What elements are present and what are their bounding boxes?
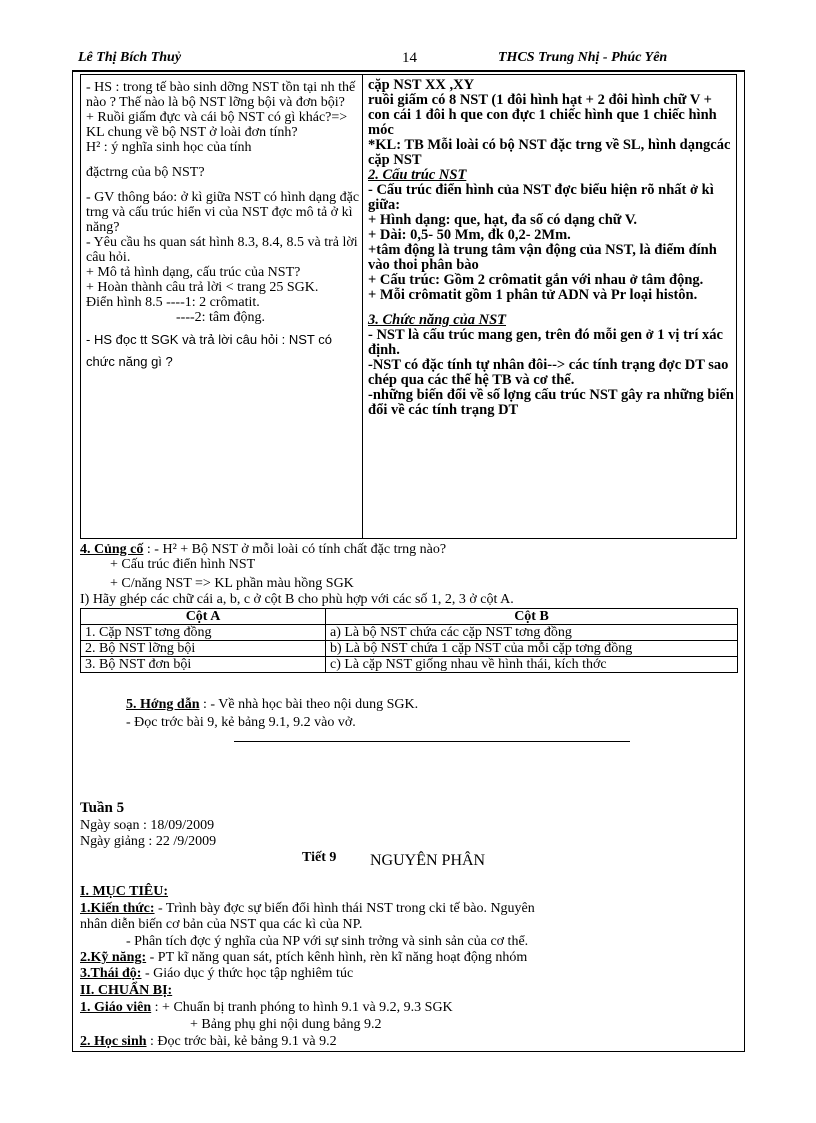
consolidation-text: + C/năng NST => KL phần màu hồng SGK (110, 576, 354, 591)
content-text: ruồi giấm có 8 NST (1 đôi hình hạt + 2 đôi hình chữ V + con cái 1 đôi h que con đực 1 chiếc hình que 1 chiếc hình móc (368, 92, 717, 138)
content-text: + Hình dạng: que, hạt, đa số có dạng chữ V. (368, 212, 638, 228)
content-text: cặp NST XX ,XY (368, 77, 475, 93)
activity-text: ----2: tâm động. (176, 310, 266, 325)
column-header: Cột A (81, 609, 326, 625)
activity-text: + Mô tả hình dạng, cấu trúc của NST? (86, 265, 301, 280)
table-cell: 3. Bộ NST đơn bội (81, 657, 326, 673)
student-prep-line (80, 1034, 337, 1049)
knowledge-text: - Phân tích đợc ý nghĩa của NP với sự sinh trởng và sinh sản của cơ thể. (126, 934, 529, 949)
section-heading: 3. Chức năng của NST (368, 312, 507, 328)
table-cell: 2. Bộ NST lỡng bội (81, 641, 326, 657)
content-text: + Cấu trúc: Gồm 2 crômatit gắn với nhau ở tâm động. (368, 272, 704, 288)
consolidation-text: + Cấu trúc điển hình NST (110, 557, 256, 572)
knowledge-line (80, 901, 535, 916)
consolidation-line (80, 542, 446, 557)
knowledge-label: 1.Kiến thức: (80, 901, 155, 916)
skill-text: - PT kĩ năng quan sát, ptích kênh hình, rèn kĩ năng hoạt động nhóm (146, 950, 528, 965)
matching-table (80, 608, 738, 673)
teacher-text: : + Chuẩn bị tranh phóng to hình 9.1 và 9.2, 9.3 SGK (151, 1000, 453, 1015)
content-text: -những biến đổi về số lợng cấu trúc NST gây ra những biến đổi về các tính trạng DT (368, 387, 734, 418)
attitude-label: 3.Thái độ: (80, 966, 142, 981)
knowledge-text: - Trình bày đợc sự biến đổi hình thái NST trong cki tế bào. Nguyên (154, 901, 535, 916)
header-author: Lê Thị Bích Thuỷ (78, 50, 182, 65)
activity-text: - GV thông báo: ở kì giữa NST có hình dạng đặc trng và cấu trúc hiển vi của NST đợc mô tả ở kì năng? (86, 190, 360, 235)
homework-label: 5. Hớng dẫn (126, 697, 200, 712)
homework-line (126, 697, 418, 712)
content-text: +tâm động là trung tâm vận động của NST, là điểm đính vào thoi phân bào (368, 242, 717, 273)
section-heading: 2. Cấu trúc NST (368, 167, 467, 183)
activity-text: - Yêu cầu hs quan sát hình 8.3, 8.4, 8.5 và trả lời câu hỏi. (86, 235, 358, 265)
page-number: 14 (402, 50, 417, 66)
teach-date: Ngày giảng : 22 /9/2009 (80, 834, 217, 849)
homework-text: : - Về nhà học bài theo nội dung SGK. (199, 697, 419, 712)
activity-text: + Ruồi giấm đực và cái bộ NST có gì khác?=> KL chung về bộ NST ở loài đơn tính? (86, 110, 348, 140)
content-text: *KL: TB Mỗi loài có bộ NST đặc trng về SL, hình dạngcác cặp NST (368, 137, 731, 168)
teacher-prep-line (80, 1000, 453, 1015)
prep-date: Ngày soạn : 18/09/2009 (80, 818, 215, 833)
content-text: + Dài: 0,5- 50 Mm, đk 0,2- 2Mm. (368, 227, 571, 243)
content-text: - Cấu trúc điển hình của NST đợc biểu hiện rõ nhất ở kì giữa: (368, 182, 714, 213)
activity-text: Điển hình 8.5 ----1: 2 crômatit. (86, 295, 260, 310)
activity-text: - HS đọc tt SGK và trả lời câu hỏi : NST có chức năng gì ? (86, 332, 332, 369)
table-cell: b) Là bộ NST chứa 1 cặp NST của mỗi cặp tơng đồng (326, 641, 738, 657)
content-text: -NST có đặc tính tự nhân đôi--> các tính trạng đợc DT sao chép qua các thế hệ TB và cơ thể. (368, 357, 729, 388)
content-text: + Mỗi crômatit gồm 1 phân tử ADN và Pr loại histôn. (368, 287, 698, 303)
teacher-label: 1. Giáo viên (80, 1000, 152, 1015)
content-text: - NST là cấu trúc mang gen, trên đó mỗi gen ở 1 vị trí xác định. (368, 327, 723, 358)
knowledge-text: nhân diễn biến cơ bản của NST qua các kì của NP. (80, 917, 363, 932)
skill-label: 2.Kỹ năng: (80, 950, 147, 965)
activity-text: + Hoàn thành câu trả lời < trang 25 SGK. (86, 280, 319, 295)
objectives-heading: I. MỤC TIÊU: (80, 884, 169, 899)
teacher-student-activities (86, 80, 364, 373)
lesson-content (368, 78, 736, 418)
header-rule (72, 70, 745, 72)
table-cell: 1. Cặp NST tơng đồng (81, 625, 326, 641)
homework-text: - Đọc trớc bài 9, kẻ bảng 9.1, 9.2 vào vở. (126, 715, 356, 730)
column-header: Cột B (326, 609, 738, 625)
student-text: : Đọc trớc bài, kẻ bảng 9.1 và 9.2 (146, 1034, 337, 1049)
attitude-line (80, 966, 353, 981)
table-cell: a) Là bộ NST chứa các cặp NST tơng đồng (326, 625, 738, 641)
period-label: Tiết 9 (302, 850, 337, 865)
attitude-text: - Giáo dục ý thức học tập nghiêm túc (141, 966, 354, 981)
preparation-heading: II. CHUẨN BỊ: (80, 983, 173, 998)
consolidation-text: : - H² + Bộ NST ở mỗi loài có tính chất đặc trng nào? (143, 542, 447, 557)
lesson-title: NGUYÊN PHÂN (370, 852, 486, 869)
teacher-text: + Bảng phụ ghi nội dung bảng 9.2 (190, 1017, 382, 1032)
week-label: Tuần 5 (80, 800, 125, 816)
activity-text: H² : ý nghĩa sinh học của tính (86, 140, 252, 155)
header-school: THCS Trung Nhị - Phúc Yên (498, 50, 668, 65)
student-label: 2. Học sinh (80, 1034, 147, 1049)
divider (234, 741, 630, 742)
activity-text: - HS : trong tế bào sinh dỡng NST tồn tại nh thế nào ? Thế nào là bộ NST lỡng bội và đơn bội? (86, 80, 356, 110)
skill-line (80, 950, 527, 965)
exercise-instruction: I) Hãy ghép các chữ cái a, b, c ở cột B cho phù hợp với các số 1, 2, 3 ở cột A. (80, 592, 514, 607)
activity-text: đặctrng của bộ NST? (86, 165, 205, 180)
consolidation-label: 4. Củng cố (80, 542, 144, 557)
table-cell: c) Là cặp NST giống nhau về hình thái, kích thớc (326, 657, 738, 673)
